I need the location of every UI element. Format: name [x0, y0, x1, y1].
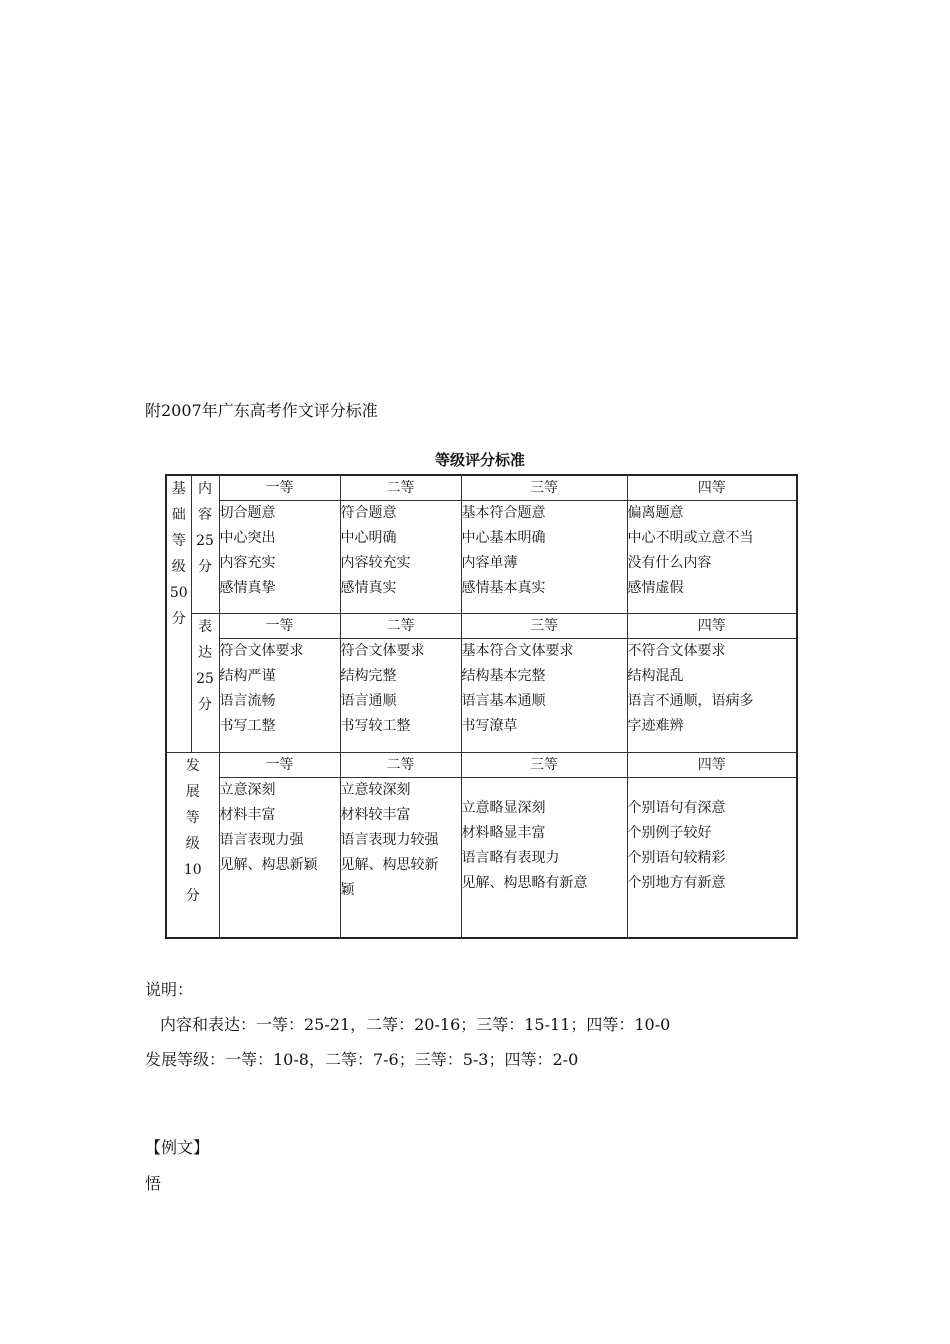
criteria-cell: 符合题意 中心明确 内容较充实 感情真实 — [340, 501, 461, 614]
criteria-cell: 不符合文体要求 结构混乱 语言不通顺，语病多 字迹难辨 — [627, 639, 797, 753]
criteria-cell: 切合题意 中心突出 内容充实 感情真挚 — [219, 501, 340, 614]
expression-rank-row — [166, 614, 797, 639]
rank-header: 三等 — [461, 753, 627, 778]
criteria-cell: 立意略显深刻 材料略显丰富 语言略有表现力 见解、构思略有新意 — [461, 778, 627, 938]
content-rank-row — [166, 475, 797, 501]
rank-header: 四等 — [627, 614, 797, 639]
criteria-cell: 符合文体要求 结构严谨 语言流畅 书写工整 — [219, 639, 340, 753]
content-label: 内容25分 — [191, 475, 219, 614]
rank-header: 二等 — [340, 614, 461, 639]
expression-criteria-row — [166, 639, 797, 753]
expression-label: 表达25分 — [191, 614, 219, 753]
criteria-cell: 立意深刻 材料丰富 语言表现力强 见解、构思新颖 — [219, 778, 340, 938]
table-title: 等级评分标准 — [434, 451, 525, 469]
example-label: 【例文】 — [145, 1138, 210, 1157]
criteria-cell: 符合文体要求 结构完整 语言通顺 书写较工整 — [340, 639, 461, 753]
content-criteria-row — [166, 501, 797, 614]
doc-heading: 附2007年广东高考作文评分标准 — [145, 401, 378, 420]
rank-header: 二等 — [340, 475, 461, 501]
rank-header: 一等 — [219, 753, 340, 778]
notes-line-development: 发展等级：一等：10-8，二等：7-6；三等：5-3；四等：2-0 — [145, 1050, 579, 1069]
rank-header: 二等 — [340, 753, 461, 778]
rank-header: 一等 — [219, 475, 340, 501]
rank-header: 三等 — [461, 475, 627, 501]
criteria-cell: 偏离题意 中心不明或立意不当 没有什么内容 感情虚假 — [627, 501, 797, 614]
basic-level-label: 基础等级50分 — [166, 475, 191, 753]
rank-header: 三等 — [461, 614, 627, 639]
development-criteria-row — [166, 778, 797, 938]
rank-header: 一等 — [219, 614, 340, 639]
criteria-cell: 个别语句有深意 个别例子较好 个别语句较精彩 个别地方有新意 — [627, 778, 797, 938]
criteria-cell: 基本符合题意 中心基本明确 内容单薄 感情基本真实 — [461, 501, 627, 614]
criteria-cell: 基本符合文体要求 结构基本完整 语言基本通顺 书写潦草 — [461, 639, 627, 753]
example-title: 悟 — [145, 1174, 162, 1193]
development-level-label: 发展等级10分 — [166, 753, 219, 938]
notes-line-content-expression: 内容和表达：一等：25-21，二等：20-16；三等：15-11；四等：10-0 — [160, 1015, 671, 1034]
rank-header: 四等 — [627, 475, 797, 501]
rank-header: 四等 — [627, 753, 797, 778]
notes-label: 说明： — [145, 980, 194, 999]
development-rank-row — [166, 753, 797, 778]
grading-table — [165, 474, 798, 939]
criteria-cell: 立意较深刻 材料较丰富 语言表现力较强 见解、构思较新颖 — [340, 778, 461, 938]
